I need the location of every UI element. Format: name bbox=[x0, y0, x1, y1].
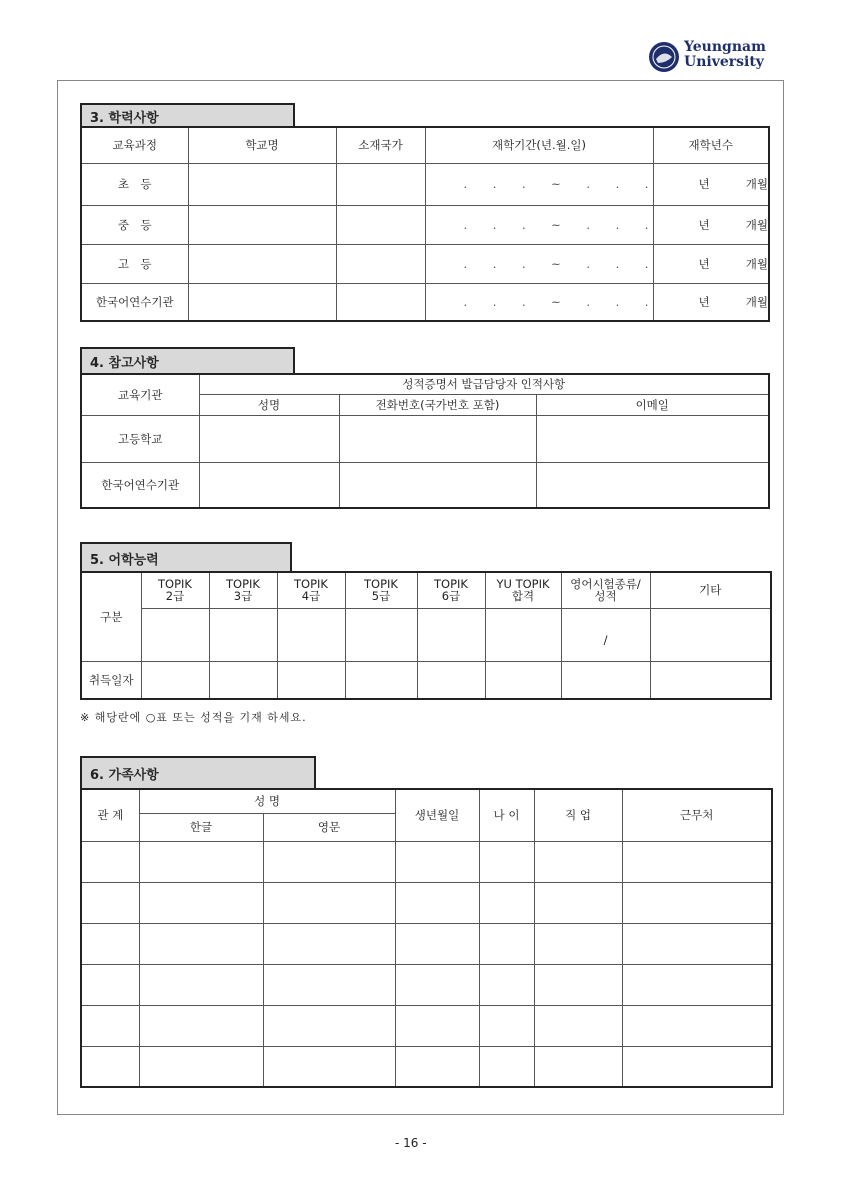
section-family-title: 6. 가족사항 bbox=[80, 756, 316, 789]
col-header-relation: 관 계 bbox=[81, 789, 139, 841]
table-row bbox=[81, 964, 772, 1005]
col-header-topik-6: TOPIK 6급 bbox=[417, 572, 485, 608]
row-label-category: 구분 bbox=[81, 572, 141, 661]
name-english-field[interactable] bbox=[263, 1005, 395, 1046]
workplace-field[interactable] bbox=[622, 1005, 772, 1046]
occupation-field[interactable] bbox=[534, 1005, 622, 1046]
age-field[interactable] bbox=[479, 1005, 534, 1046]
col-header-topik-2: TOPIK 2급 bbox=[141, 572, 209, 608]
birthdate-field[interactable] bbox=[395, 841, 479, 882]
table-row bbox=[81, 1005, 772, 1046]
topik-6-field[interactable] bbox=[417, 608, 485, 661]
name-english-field[interactable] bbox=[263, 1046, 395, 1087]
name-english-field[interactable] bbox=[263, 882, 395, 923]
officer-name-field[interactable] bbox=[199, 415, 339, 462]
col-header-officer-phone: 전화번호(국가번호 포함) bbox=[339, 394, 536, 415]
col-header-officer-email: 이메일 bbox=[536, 394, 769, 415]
family-table bbox=[80, 788, 773, 1088]
workplace-field[interactable] bbox=[622, 1046, 772, 1087]
col-header-topik-4: TOPIK 4급 bbox=[277, 572, 345, 608]
yu-topik-field[interactable] bbox=[485, 608, 561, 661]
age-field[interactable] bbox=[479, 923, 534, 964]
workplace-field[interactable] bbox=[622, 964, 772, 1005]
country-field[interactable] bbox=[336, 283, 425, 321]
col-header-school: 학교명 bbox=[188, 127, 336, 163]
language-table bbox=[80, 571, 772, 700]
name-english-field[interactable] bbox=[263, 964, 395, 1005]
birthdate-field[interactable] bbox=[395, 1005, 479, 1046]
relation-field[interactable] bbox=[81, 882, 139, 923]
name-korean-field[interactable] bbox=[139, 964, 263, 1005]
col-header-topik-5: TOPIK 5급 bbox=[345, 572, 417, 608]
age-field[interactable] bbox=[479, 841, 534, 882]
course-label: 고 등 bbox=[81, 244, 188, 283]
topik-5-date-field[interactable] bbox=[345, 661, 417, 699]
table-row bbox=[81, 882, 772, 923]
course-label: 한국어연수기관 bbox=[81, 283, 188, 321]
topik-3-field[interactable] bbox=[209, 608, 277, 661]
topik-4-field[interactable] bbox=[277, 608, 345, 661]
country-field[interactable] bbox=[336, 244, 425, 283]
school-name-field[interactable] bbox=[188, 244, 336, 283]
col-header-period: 재학기간(년.월.일) bbox=[425, 127, 653, 163]
occupation-field[interactable] bbox=[534, 964, 622, 1005]
school-name-field[interactable] bbox=[188, 205, 336, 244]
name-korean-field[interactable] bbox=[139, 841, 263, 882]
col-header-age: 나 이 bbox=[479, 789, 534, 841]
section-language-title: 5. 어학능력 bbox=[80, 542, 292, 572]
occupation-field[interactable] bbox=[534, 882, 622, 923]
col-header-workplace: 근무처 bbox=[622, 789, 772, 841]
col-header-officer-info: 성적증명서 발급담당자 인적사항 bbox=[199, 374, 769, 394]
row-label-date: 취득일자 bbox=[81, 661, 141, 699]
yu-topik-date-field[interactable] bbox=[485, 661, 561, 699]
language-note: ※ 해당란에 ○표 또는 성적을 기재 하세요. bbox=[80, 711, 307, 724]
table-row bbox=[81, 205, 769, 244]
duration-field[interactable]: 년 개월 bbox=[653, 163, 769, 205]
duration-field[interactable]: 년 개월 bbox=[653, 205, 769, 244]
table-row bbox=[81, 415, 769, 462]
age-field[interactable] bbox=[479, 964, 534, 1005]
relation-field[interactable] bbox=[81, 1005, 139, 1046]
table-row bbox=[81, 841, 772, 882]
table-row bbox=[81, 462, 769, 508]
section-education-title: 3. 학력사항 bbox=[80, 103, 295, 127]
workplace-field[interactable] bbox=[622, 841, 772, 882]
col-header-english-test: 영어시험종류/ 성적 bbox=[561, 572, 650, 608]
officer-email-field[interactable] bbox=[536, 415, 769, 462]
period-field[interactable]: . . . ~ . . . bbox=[425, 244, 653, 283]
section-reference-title: 4. 참고사항 bbox=[80, 347, 295, 374]
duration-field[interactable]: 년 개월 bbox=[653, 244, 769, 283]
relation-field[interactable] bbox=[81, 841, 139, 882]
table-row bbox=[81, 608, 771, 661]
birthdate-field[interactable] bbox=[395, 923, 479, 964]
name-korean-field[interactable] bbox=[139, 882, 263, 923]
reference-table bbox=[80, 373, 770, 509]
course-label: 초 등 bbox=[81, 163, 188, 205]
col-header-years: 재학년수 bbox=[653, 127, 769, 163]
table-row bbox=[81, 923, 772, 964]
period-field[interactable]: . . . ~ . . . bbox=[425, 283, 653, 321]
topik-2-field[interactable] bbox=[141, 608, 209, 661]
other-field[interactable] bbox=[650, 608, 771, 661]
other-date-field[interactable] bbox=[650, 661, 771, 699]
occupation-field[interactable] bbox=[534, 841, 622, 882]
course-label: 중 등 bbox=[81, 205, 188, 244]
country-field[interactable] bbox=[336, 163, 425, 205]
col-header-birthdate: 생년월일 bbox=[395, 789, 479, 841]
name-korean-field[interactable] bbox=[139, 1005, 263, 1046]
relation-field[interactable] bbox=[81, 923, 139, 964]
col-header-country: 소재국가 bbox=[336, 127, 425, 163]
table-row bbox=[81, 244, 769, 283]
col-header-name: 성 명 bbox=[139, 789, 395, 813]
topik-5-field[interactable] bbox=[345, 608, 417, 661]
table-row bbox=[81, 283, 769, 321]
birthdate-field[interactable] bbox=[395, 882, 479, 923]
country-field[interactable] bbox=[336, 205, 425, 244]
officer-name-field[interactable] bbox=[199, 462, 339, 508]
col-header-other: 기타 bbox=[650, 572, 771, 608]
name-english-field[interactable] bbox=[263, 923, 395, 964]
col-header-topik-3: TOPIK 3급 bbox=[209, 572, 277, 608]
occupation-field[interactable] bbox=[534, 1046, 622, 1087]
col-header-course: 교육과정 bbox=[81, 127, 188, 163]
occupation-field[interactable] bbox=[534, 923, 622, 964]
workplace-field[interactable] bbox=[622, 882, 772, 923]
officer-phone-field[interactable] bbox=[339, 462, 536, 508]
period-field[interactable]: . . . ~ . . . bbox=[425, 205, 653, 244]
officer-phone-field[interactable] bbox=[339, 415, 536, 462]
relation-field[interactable] bbox=[81, 964, 139, 1005]
birthdate-field[interactable] bbox=[395, 1046, 479, 1087]
logo-line-2: University bbox=[684, 54, 764, 70]
topik-2-date-field[interactable] bbox=[141, 661, 209, 699]
institution-label: 한국어연수기관 bbox=[81, 462, 199, 508]
period-field[interactable]: . . . ~ . . . bbox=[425, 163, 653, 205]
topik-4-date-field[interactable] bbox=[277, 661, 345, 699]
topik-6-date-field[interactable] bbox=[417, 661, 485, 699]
name-korean-field[interactable] bbox=[139, 1046, 263, 1087]
workplace-field[interactable] bbox=[622, 923, 772, 964]
table-row bbox=[81, 1046, 772, 1087]
logo-line-1: Yeungnam bbox=[684, 39, 766, 55]
age-field[interactable] bbox=[479, 882, 534, 923]
university-logo bbox=[648, 40, 778, 76]
table-row bbox=[81, 661, 771, 699]
col-header-name-english: 영문 bbox=[263, 813, 395, 841]
age-field[interactable] bbox=[479, 1046, 534, 1087]
english-test-field[interactable]: / bbox=[561, 608, 650, 661]
institution-label: 고등학교 bbox=[81, 415, 199, 462]
education-table bbox=[80, 126, 770, 322]
officer-email-field[interactable] bbox=[536, 462, 769, 508]
university-seal-icon bbox=[648, 41, 680, 73]
topik-3-date-field[interactable] bbox=[209, 661, 277, 699]
col-header-occupation: 직 업 bbox=[534, 789, 622, 841]
school-name-field[interactable] bbox=[188, 163, 336, 205]
table-row bbox=[81, 163, 769, 205]
birthdate-field[interactable] bbox=[395, 964, 479, 1005]
duration-field[interactable]: 년 개월 bbox=[653, 283, 769, 321]
relation-field[interactable] bbox=[81, 1046, 139, 1087]
col-header-officer-name: 성명 bbox=[199, 394, 339, 415]
col-header-institution: 교육기관 bbox=[81, 374, 199, 415]
page-number: - 16 - bbox=[395, 1136, 427, 1150]
col-header-name-korean: 한글 bbox=[139, 813, 263, 841]
col-header-yu-topik: YU TOPIK 합격 bbox=[485, 572, 561, 608]
english-test-date-field[interactable] bbox=[561, 661, 650, 699]
name-korean-field[interactable] bbox=[139, 923, 263, 964]
school-name-field[interactable] bbox=[188, 283, 336, 321]
name-english-field[interactable] bbox=[263, 841, 395, 882]
